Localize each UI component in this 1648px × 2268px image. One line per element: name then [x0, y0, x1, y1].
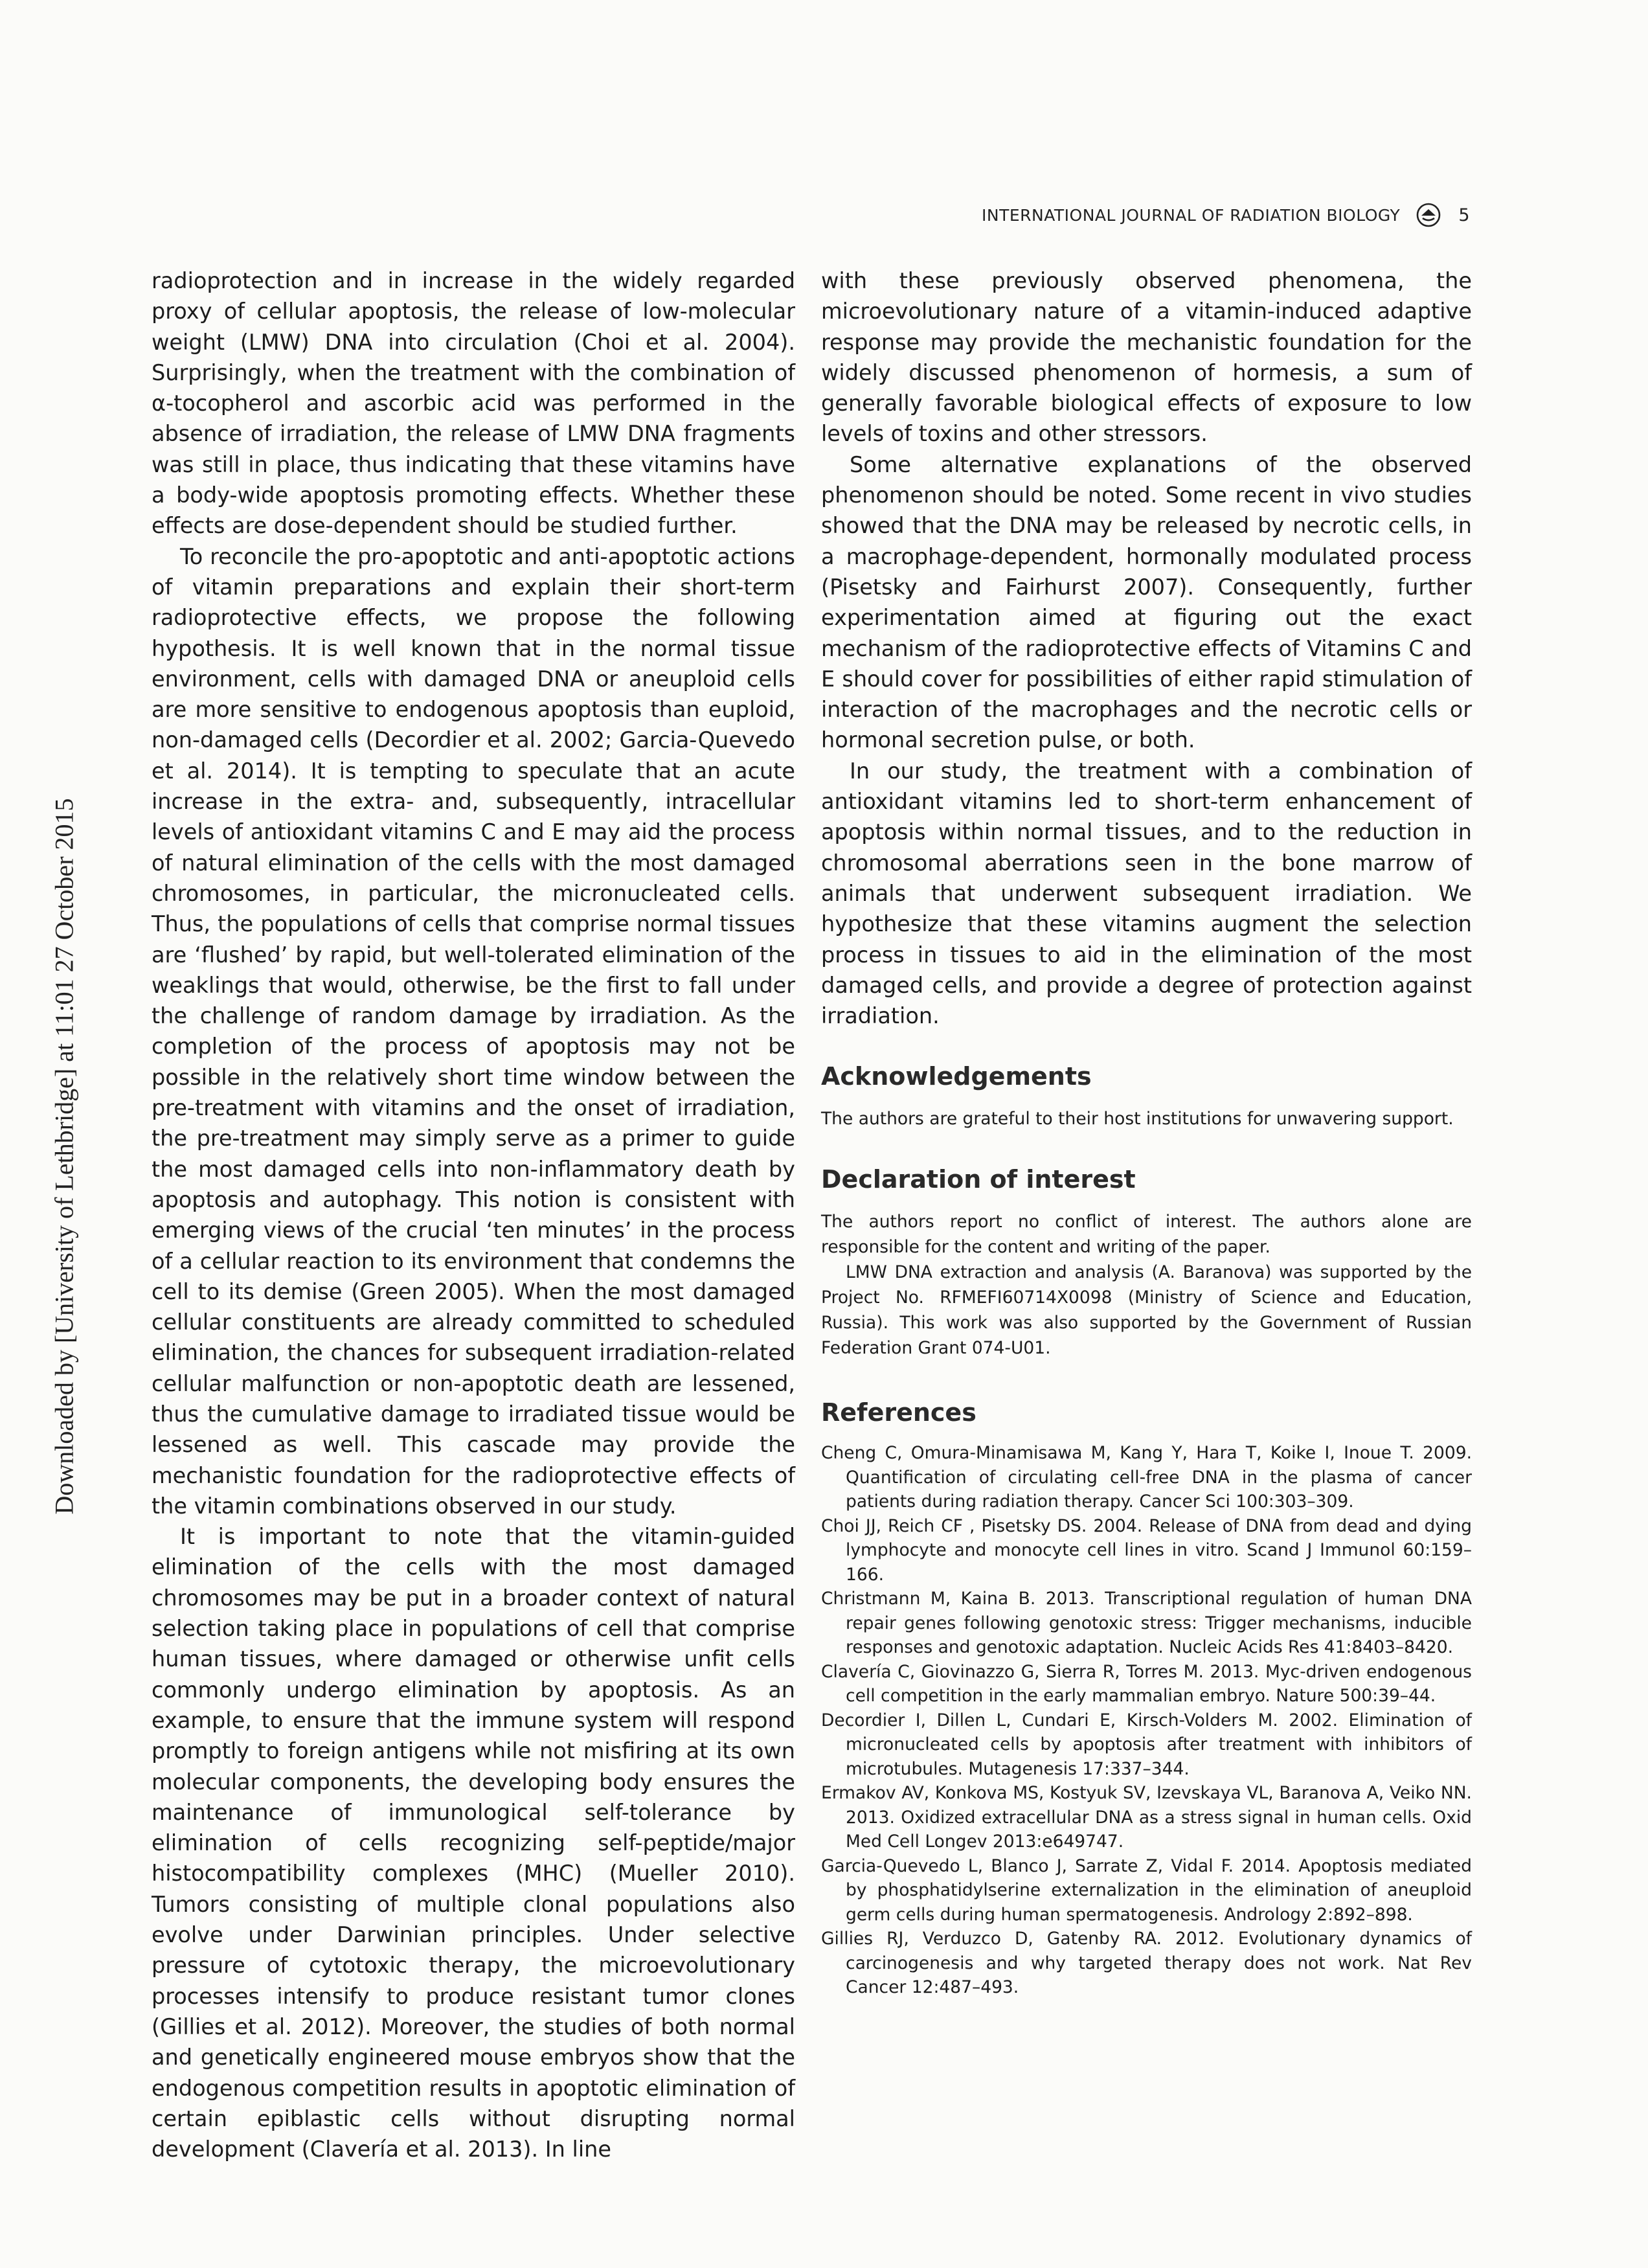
reference-item: Decordier I, Dillen L, Cundari E, Kirsch-Volders M. 2002. Elimination of micronucleated cells by apoptosis after treatment with inhibitors of microtubules. Mutagenesis 17:337–344. — [821, 1710, 1472, 1779]
acknowledgements-heading: Acknowledgements — [821, 1062, 1092, 1091]
running-header — [952, 202, 1470, 228]
declaration-text: LMW DNA extraction and analysis (A. Baranova) was supported by the Project No. RFMEFI60714X0098 (Ministry of Science and Education, Russia). This work was also supported by the Government of Russian Federation Grant 074-U01. — [821, 1262, 1472, 1359]
reference-item: Christmann M, Kaina B. 2013. Transcriptional regulation of human DNA repair genes following genotoxic stress: Trigger mechanisms, inducible responses and genotoxic adaptation. Nucleic Acids Res 41:8403–8420. — [821, 1589, 1472, 1658]
reference-item: Ermakov AV, Konkova MS, Kostyuk SV, Izevskaya VL, Baranova A, Veiko NN. 2013. Oxidized extracellular DNA as a stress signal in human cells. Oxid Med Cell Longev 2013:e649747. — [821, 1783, 1472, 1852]
declaration-heading: Declaration of interest — [821, 1165, 1136, 1194]
reference-item: Cheng C, Omura-Minamisawa M, Kang Y, Hara T, Koike I, Inoue T. 2009. Quantification of circulating cell-free DNA in the plasma of cancer patients during radiation therapy. Cancer Sci 100:303–309. — [821, 1443, 1472, 1512]
reference-item: Clavería C, Giovinazzo G, Sierra R, Torres M. 2013. Myc-driven endogenous cell competition in the early mammalian embryo. Nature 500:39–44. — [821, 1661, 1472, 1707]
reference-item: Garcia-Quevedo L, Blanco J, Sarrate Z, Vidal F. 2014. Apoptosis mediated by phosphatidylserine externalization in the elimination of aneuploid germ cells during human spermatogenesis. Andrology 2:892–898. — [821, 1855, 1472, 1925]
paragraph: with these previously observed phenomena, the microevolutionary nature of a vitamin-induced adaptive response may provide the mechanistic foundation for the widely discussed phenomenon of hormesis, a sum of generally favorable biological effects of exposure to low levels of toxins and other stressors. — [821, 268, 1472, 447]
page-number: 5 — [1458, 205, 1470, 225]
paragraph: To reconcile the pro-apoptotic and anti-apoptotic actions of vitamin preparations and explain their short-term radioprotective effects, we propose the following hypothesis. It is well known that in the normal tissue environment, cells with damaged DNA or aneuploid cells are more sensitive to endogenous apoptosis than euploid, non-damaged cells (Decordier et al. 2002; Garcia-Quevedo et al. 2014). It is tempting to speculate that an acute increase in the extra- and, subsequently, intracellular levels of antioxidant vitamins C and E may aid the process of natural elimination of the cells with the most damaged chromosomes, in particular, the micronucleated cells. Thus, the populations of cells that comprise normal tissues are ‘flushed’ by rapid, but well-tolerated elimination of the weaklings that would, otherwise, be the first to fall under the challenge of random damage by irradiation. As the completion of the process of apoptosis may not be possible in the relatively short time window between the pre-treatment with vitamins and the onset of irradiation, the pre-treatment may simply serve as a primer to guide the most damaged cells into non-inflammatory death by apoptosis and autophagy. This notion is consistent with emerging views of the crucial ‘ten minutes’ in the process of a cellular reaction to its environment that condemns the cell to its demise (Green 2005). When the most damaged cellular constituents are already committed to scheduled elimination, the chances for subsequent irradiation-related cellular malfunction or non-apoptotic death are lessened, thus the cumulative damage to irradiated tissue would be lessened as well. This cascade may provide the mechanistic foundation for the radioprotective effects of the vitamin combinations observed in our study. — [152, 543, 795, 1519]
paragraph: Some alternative explanations of the observed phenomenon should be noted. Some recent in vivo studies showed that the DNA may be released by necrotic cells, in a macrophage-dependent, hormonally modulated process (Pisetsky and Fairhurst 2007). Consequently, further experimentation aimed at figuring out the exact mechanism of the radioprotective effects of Vitamins C and E should cover for possibilities of either rapid stimulation of interaction of the macrophages and the necrotic cells or hormonal secretion pulse, or both. — [821, 451, 1472, 753]
paragraph: It is important to note that the vitamin-guided elimination of the cells with the most damaged chromosomes may be put in a broader context of natural selection taking place in populations of cell that comprise human tissues, where damaged or otherwise unfit cells commonly undergo elimination by apoptosis. As an example, to ensure that the immune system will respond promptly to foreign antigens while not misfiring at its own molecular components, the developing body ensures the maintenance of immunological self-tolerance by elimination of cells recognizing self-peptide/major histocompatibility complexes (MHC) (Mueller 2010). Tumors consisting of multiple clonal populations also evolve under Darwinian principles. Under selective pressure of cytotoxic therapy, the microevolutionary processes intensify to produce resistant tumor clones (Gillies et al. 2012). Moreover, the studies of both normal and genetically engineered mouse embryos show that the endogenous competition results in apoptotic elimination of certain epiblastic cells without disrupting normal development (Clavería et al. 2013). In line — [152, 1524, 795, 2162]
paragraph: radioprotection and in increase in the widely regarded proxy of cellular apoptosis, the release of low-molecular weight (LMW) DNA into circulation (Choi et al. 2004). Surprisingly, when the treatment with the combination of α-tocopherol and ascorbic acid was performed in the absence of irradiation, the release of LMW DNA fragments was still in place, thus indicating that these vitamins have a body-wide apoptosis promoting effects. Whether these effects are dose-dependent should be studied further. — [152, 268, 795, 539]
paragraph: In our study, the treatment with a combination of antioxidant vitamins led to short-term enhancement of apoptosis within normal tissues, and to the reduction in chromosomal aberrations seen in the bone marrow of animals that underwent subsequent irradiation. We hypothesize that these vitamins augment the selection process in tissues to aid in the elimination of the most damaged cells, and provide a degree of protection against irradiation. — [821, 758, 1472, 1029]
acknowledgements-text: The authors are grateful to their host institutions for unwavering support. — [821, 1109, 1454, 1129]
references-heading: References — [821, 1398, 976, 1427]
journal-logo-icon — [1416, 202, 1441, 228]
journal-title: INTERNATIONAL JOURNAL OF RADIATION BIOLOGY — [982, 205, 1401, 225]
download-sidebar — [22, 797, 106, 1515]
right-column — [821, 266, 1472, 2000]
reference-item: Choi JJ, Reich CF , Pisetsky DS. 2004. Release of DNA from dead and dying lymphocyte and monocyte cell lines in vitro. Scand J Immunol 60:159–166. — [821, 1515, 1472, 1585]
left-column — [152, 266, 795, 2164]
reference-item: Gillies RJ, Verduzco D, Gatenby RA. 2012. Evolutionary dynamics of carcinogenesis and why targeted therapy does not work. Nat Rev Cancer 12:487–493. — [821, 1929, 1472, 1998]
download-notice: Downloaded by [University of Lethbridge] at 11:01 27 October 2015 — [49, 797, 79, 1515]
declaration-text: The authors report no conflict of interest. The authors alone are responsible for the content and writing of the paper. — [821, 1212, 1472, 1258]
reference-list — [821, 1441, 1472, 2000]
